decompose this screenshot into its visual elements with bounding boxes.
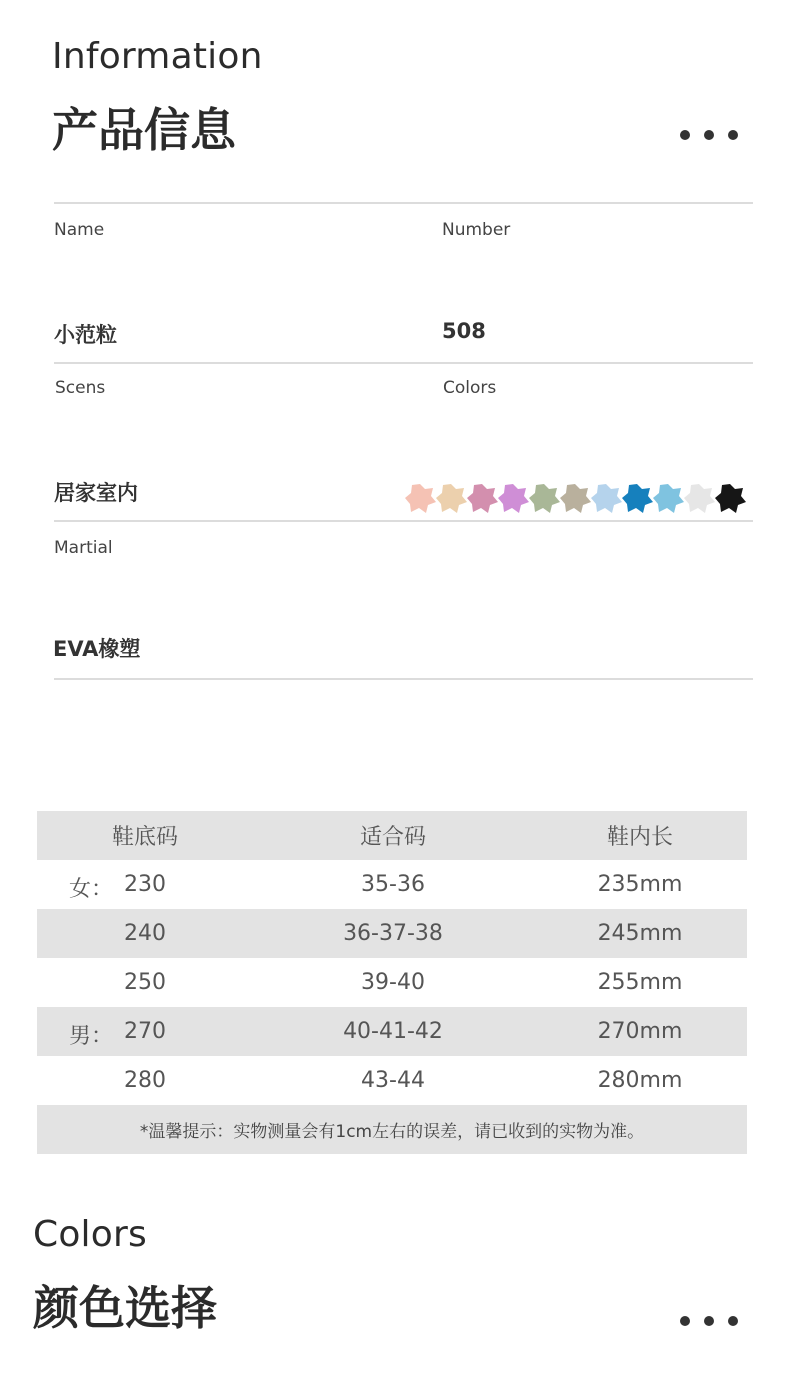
info-title-cn: 产品信息	[52, 103, 236, 157]
gender-label: 女：	[69, 877, 114, 902]
sole-size: 240	[124, 921, 166, 946]
martial-value: EVA橡塑	[53, 637, 141, 661]
scens-value: 居家室内	[54, 481, 138, 505]
dot	[704, 1316, 714, 1326]
slipper-icon[interactable]	[714, 482, 747, 515]
fit-size: 39-40	[361, 970, 425, 995]
fit-size: 35-36	[361, 872, 425, 897]
header-inner-length: 鞋内长	[606, 825, 673, 850]
sole-size: 250	[124, 970, 166, 995]
inner-length: 255mm	[597, 970, 683, 995]
color-swatches	[406, 482, 747, 515]
divider	[54, 362, 753, 364]
slipper-icon[interactable]	[404, 482, 437, 515]
slipper-icon[interactable]	[528, 482, 561, 515]
table-row	[37, 860, 747, 909]
gender-label: 男：	[69, 1024, 114, 1049]
dot	[680, 1316, 690, 1326]
sole-size: 270	[124, 1019, 166, 1044]
dot	[704, 130, 714, 140]
divider	[54, 202, 753, 204]
table-row	[37, 1056, 747, 1105]
slipper-icon[interactable]	[590, 482, 623, 515]
colors-title-cn: 颜色选择	[33, 1281, 217, 1335]
table-row	[37, 1007, 747, 1056]
more-icon[interactable]	[680, 130, 738, 140]
size-table	[37, 811, 747, 1154]
name-label: Name	[54, 220, 105, 240]
sole-size: 230	[124, 872, 166, 897]
info-title-en: Information	[52, 36, 263, 77]
number-label: Number	[442, 220, 511, 240]
more-icon[interactable]	[680, 1316, 738, 1326]
inner-length: 280mm	[597, 1068, 683, 1093]
scens-label: Scens	[55, 378, 106, 398]
slipper-icon[interactable]	[683, 482, 716, 515]
martial-label: Martial	[54, 538, 113, 558]
inner-length: 235mm	[597, 872, 683, 897]
slipper-icon[interactable]	[466, 482, 499, 515]
fit-size: 40-41-42	[343, 1019, 443, 1044]
number-value: 508	[442, 319, 486, 343]
header-sole-size: 鞋底码	[111, 825, 178, 850]
colors-label: Colors	[443, 378, 497, 398]
dot	[728, 1316, 738, 1326]
divider	[54, 678, 753, 680]
inner-length: 270mm	[597, 1019, 683, 1044]
slipper-icon[interactable]	[497, 482, 530, 515]
measurement-note: *温馨提示：实物测量会有1cm左右的误差，请已收到的实物为准。	[37, 1105, 747, 1154]
divider	[54, 520, 753, 522]
slipper-icon[interactable]	[435, 482, 468, 515]
header-fit-size: 适合码	[359, 825, 426, 850]
inner-length: 245mm	[597, 921, 683, 946]
dot	[728, 130, 738, 140]
slipper-icon[interactable]	[621, 482, 654, 515]
sole-size: 280	[124, 1068, 166, 1093]
table-header-row	[37, 811, 747, 860]
fit-size: 36-37-38	[343, 921, 443, 946]
slipper-icon[interactable]	[559, 482, 592, 515]
table-row	[37, 958, 747, 1007]
dot	[680, 130, 690, 140]
name-value: 小范粒	[54, 323, 117, 347]
table-row	[37, 909, 747, 958]
fit-size: 43-44	[361, 1068, 425, 1093]
slipper-icon[interactable]	[652, 482, 685, 515]
colors-title-en: Colors	[33, 1214, 147, 1255]
